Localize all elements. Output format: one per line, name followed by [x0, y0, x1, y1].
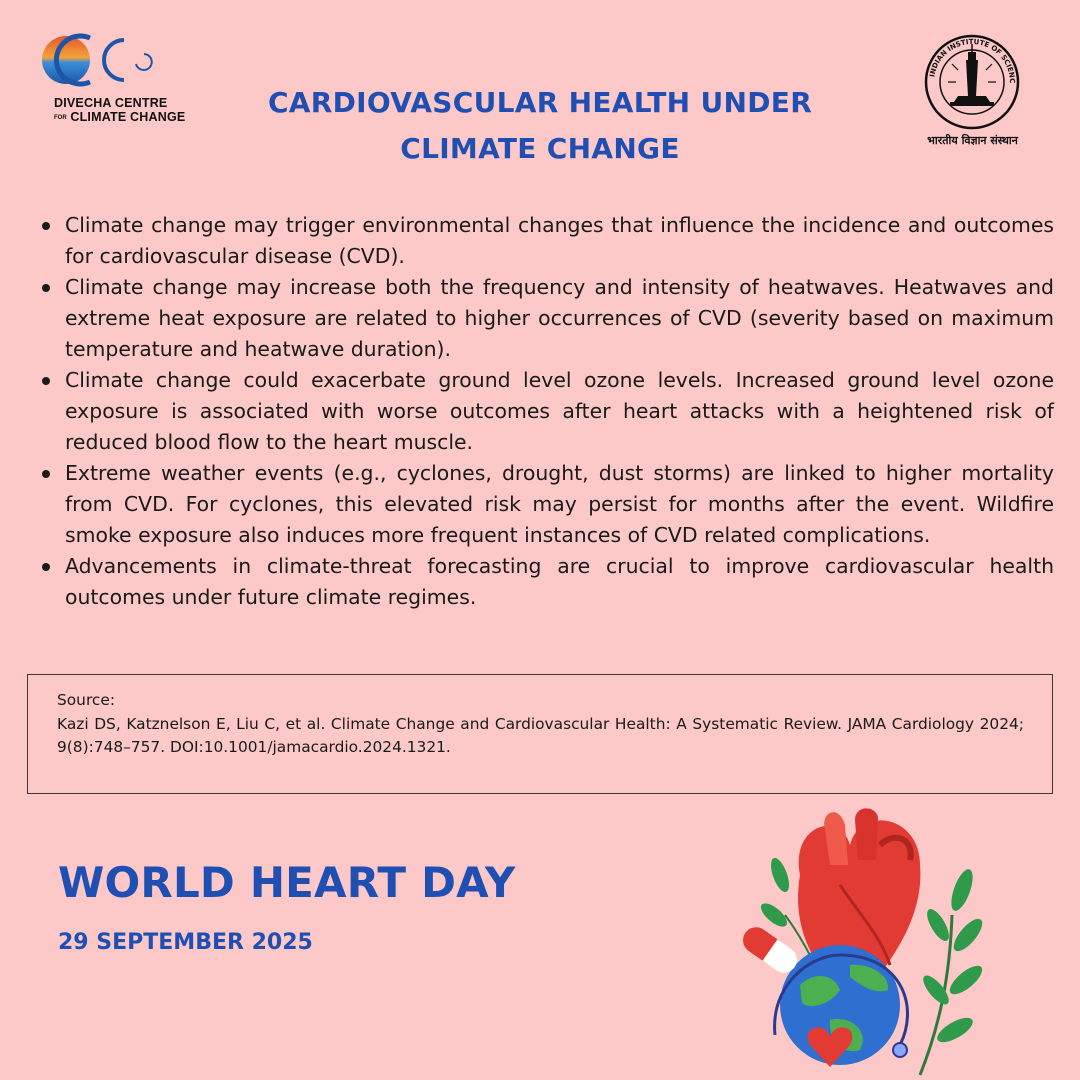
bullet-dot-icon: [42, 563, 50, 571]
iisc-logo: [910, 30, 1050, 155]
dccc-logo-text: [54, 96, 185, 125]
source-citation: Kazi DS, Katznelson E, Liu C, et al. Climate Change and Cardiovascular Health: A Systematic Review. JAMA Cardiology 2024; 9(8):748–757. DOI:10.1001/jamacardio.2024.1321.: [57, 714, 1024, 756]
bullet-item: [38, 210, 1054, 272]
bullet-item: [38, 458, 1054, 551]
event-title: WORLD HEART DAY: [58, 858, 516, 907]
title-line-1: CARDIOVASCULAR HEALTH UNDER: [267, 86, 813, 119]
heart-globe-illustration-icon: [730, 805, 990, 1080]
bullet-list: [38, 210, 1054, 613]
bullet-text: Extreme weather events (e.g., cyclones, drought, dust storms) are linked to higher mortality from CVD. For cyclones, this elevated risk may persist for months after the event. Wildfire smoke exposure also induces more frequent instances of CVD related complications.: [65, 461, 1054, 547]
page-title: [180, 80, 900, 172]
source-box: [27, 674, 1053, 794]
bullet-item: [38, 272, 1054, 365]
bullet-dot-icon: [42, 377, 50, 385]
dccc-line2: CLIMATE CHANGE: [70, 110, 186, 124]
bullet-item: [38, 551, 1054, 613]
dccc-logo: [40, 30, 186, 135]
bullet-text: Climate change may trigger environmental changes that influence the incidence and outcomes for cardiovascular disease (CVD).: [65, 213, 1054, 268]
bullet-dot-icon: [42, 222, 50, 230]
title-line-2: CLIMATE CHANGE: [400, 132, 680, 165]
iisc-caption: भारतीय विज्ञान संस्थान: [927, 134, 1018, 147]
bullet-dot-icon: [42, 470, 50, 478]
bullet-item: [38, 365, 1054, 458]
bullet-text: Climate change could exacerbate ground level ozone levels. Increased ground level ozone exposure is associated with worse outcomes after heart attacks with a heightened risk of reduced blood flow to the heart muscle.: [65, 368, 1054, 454]
source-label: Source:: [57, 691, 116, 709]
dccc-line1: DIVECHA CENTRE: [54, 96, 168, 110]
event-date: 29 SEPTEMBER 2025: [58, 930, 313, 955]
dccc-globe-icon: [40, 30, 160, 90]
iisc-arc-text: INDIAN INSTITUTE OF SCIENC: [928, 37, 1017, 84]
iisc-emblem-icon: [910, 30, 1035, 130]
bullet-dot-icon: [42, 284, 50, 292]
dccc-prefix: FOR: [54, 115, 67, 121]
bullet-text: Advancements in climate-threat forecasting are crucial to improve cardiovascular health outcomes under future climate regimes.: [65, 554, 1054, 609]
bullet-text: Climate change may increase both the frequency and intensity of heatwaves. Heatwaves and extreme heat exposure are related to higher occurrences of CVD (severity based on maximum temperature and heatwave duration).: [65, 275, 1054, 361]
